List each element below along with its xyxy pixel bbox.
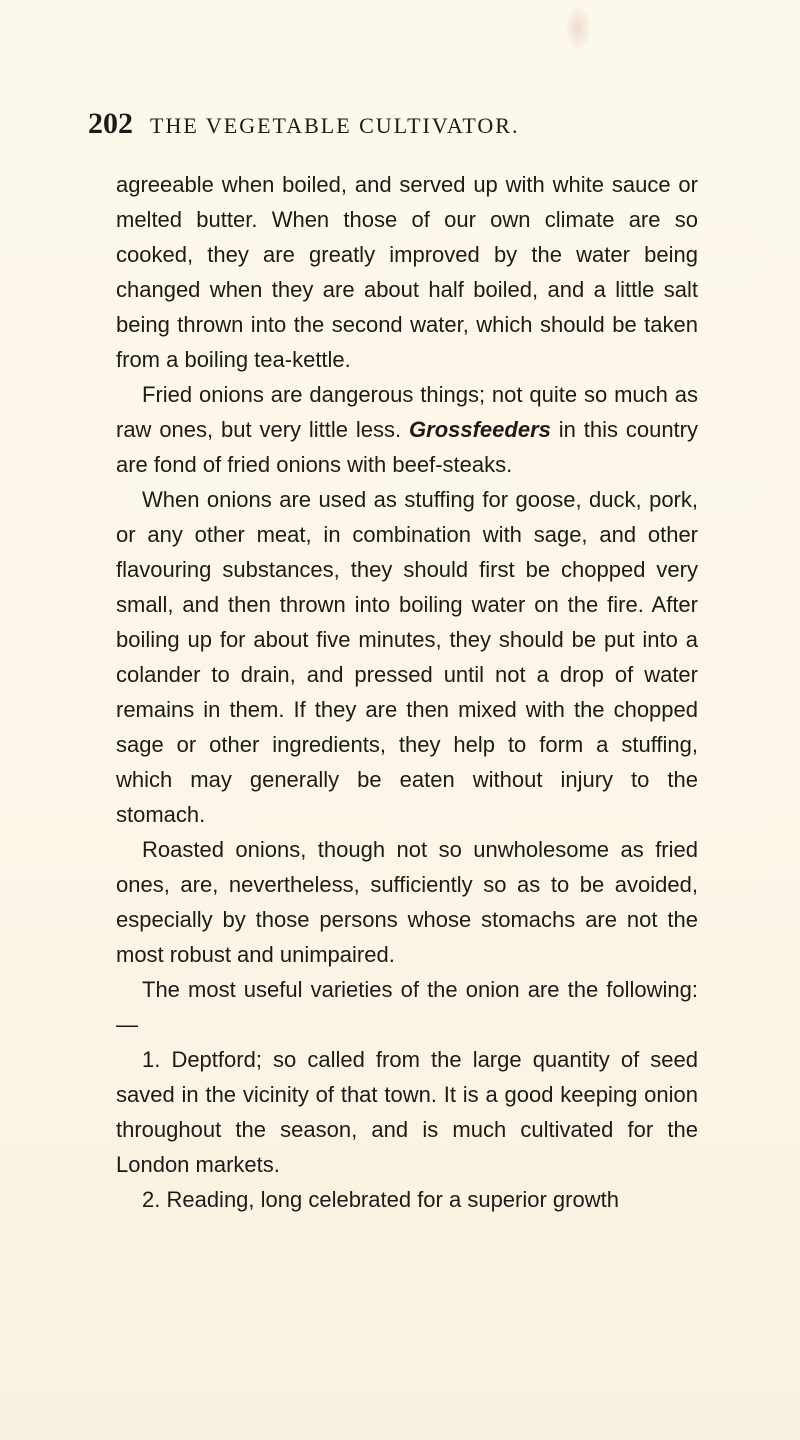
page-number: 202 [88, 107, 133, 140]
paragraph-stuffing: When onions are used as stuffing for goose, duck, pork, or any other meat, in combination with sage, and other flavouring substances, they should first be chopped very small, and then thrown into boiling water on the fire. After boiling up for about five minutes, they should be put into a colander to drain, and pressed until not a drop of water remains in them. If they are then mixed with the chopped sage or other ingredients, they help to form a stuffing, which may generally be eaten without injury to the stomach. [116, 487, 698, 827]
paragraph-continuation: agreeable when boiled, and served up with white sauce or melted butter. When those of our own climate are so cooked, they are greatly improved by the water being changed when they are about half boiled, and a little salt being thrown into the second water, which should be taken from a boiling tea-kettle. [116, 172, 698, 372]
paper-smudge [566, 8, 590, 48]
page-header [88, 104, 708, 144]
paragraph-roasted-onions: Roasted onions, though not so unwholesome as fried ones, are, nevertheless, sufficiently so as to be avoided, especially by those persons whose stomachs are not the most robust and unimpaired. [116, 837, 698, 967]
list-item-reading: 2. Reading, long celebrated for a superior growth [142, 1187, 619, 1212]
paragraph-fried-onions-end: in this country are fond of fried onions with beef-steaks. [116, 417, 698, 477]
paragraph-fried-onions-start: Fried onions are dangerous things; not quite so much as raw ones, but very little less. [116, 382, 698, 442]
body-text [116, 167, 698, 1217]
paragraph-fried-onions [116, 377, 698, 482]
running-title: THE VEGETABLE CULTIVATOR. [150, 113, 520, 138]
list-item-deptford: 1. Deptford; so called from the large quantity of seed saved in the vicinity of that town. It is a good keeping onion throughout the season, and is much cultivated for the London markets. [116, 1047, 698, 1177]
emphasized-word: Grossfeeders [409, 417, 551, 442]
paragraph-varieties-intro: The most useful varieties of the onion are the following: — [116, 977, 698, 1037]
